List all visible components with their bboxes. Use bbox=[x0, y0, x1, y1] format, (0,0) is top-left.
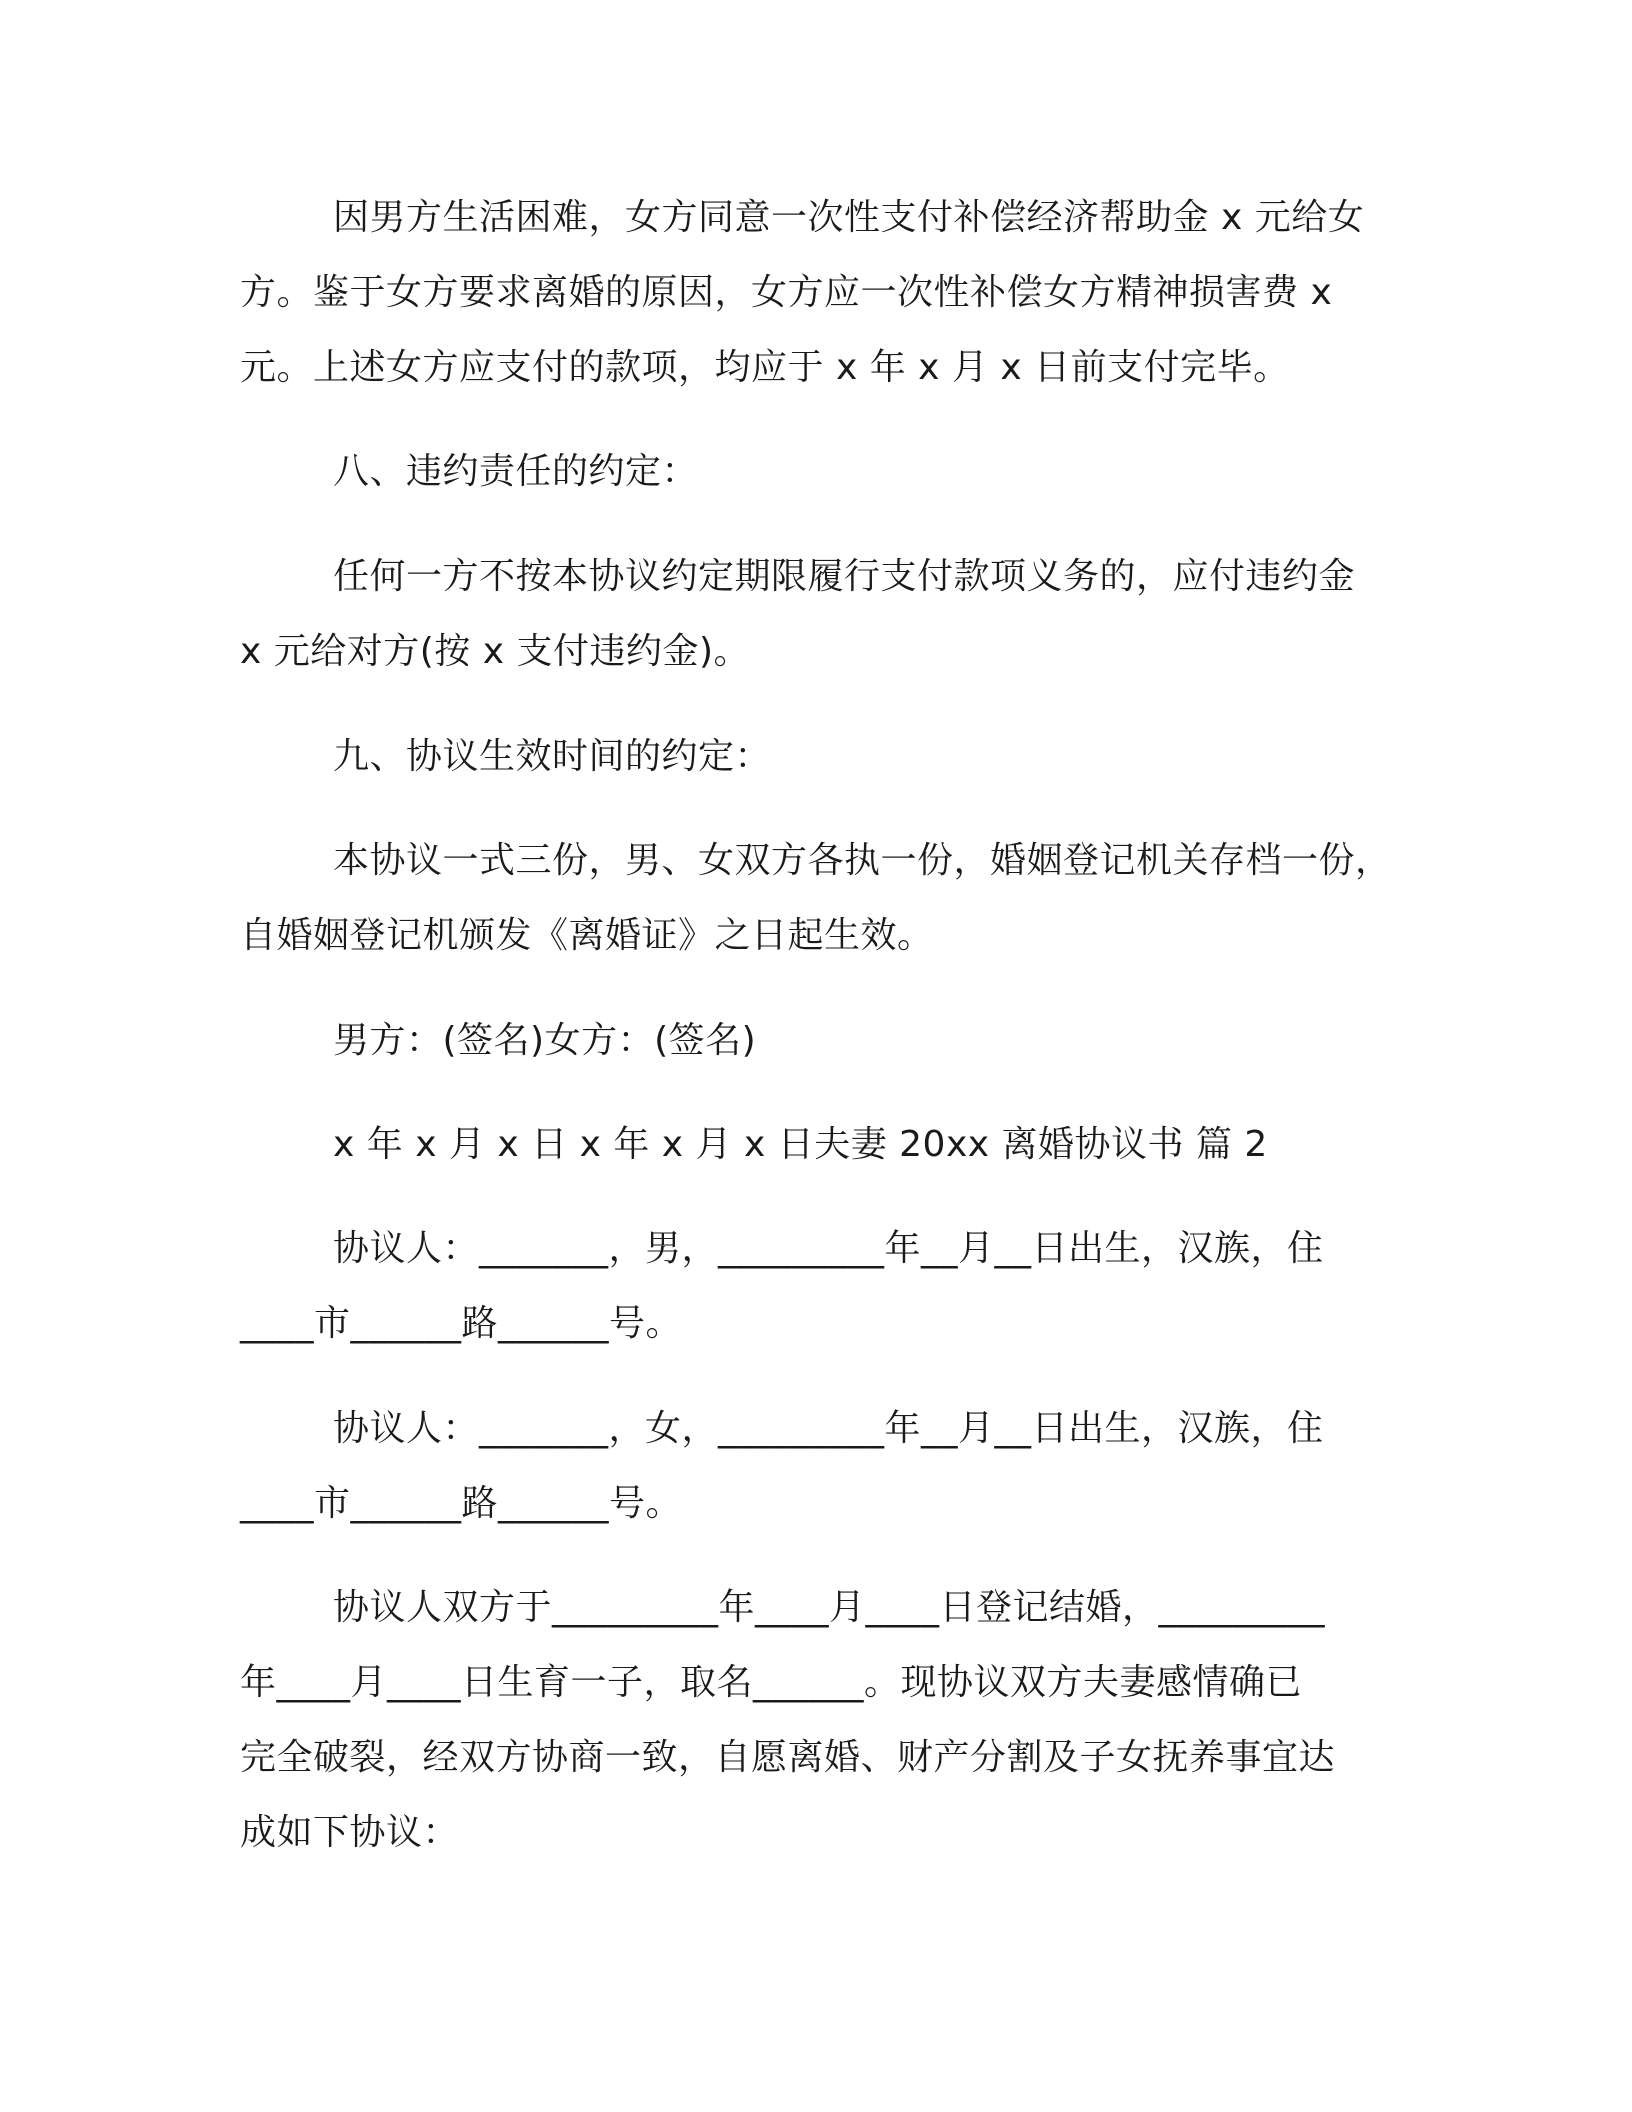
party-line: 协议人：_______，女，_________年__月__日出生，汉族，住 bbox=[333, 1408, 1324, 1449]
party-line: 协议人：_______，男，_________年__月__日出生，汉族，住 bbox=[333, 1228, 1324, 1269]
paragraph-line: 年____月____日生育一子，取名______。现协议双方夫妻感情确已 bbox=[240, 1662, 1303, 1703]
paragraph-line: 成如下协议： bbox=[240, 1812, 460, 1853]
section-heading: 九、协议生效时间的约定： bbox=[333, 736, 772, 777]
section-heading: 八、违约责任的约定： bbox=[333, 451, 699, 492]
paragraph-line: 因男方生活困难，女方同意一次性支付补偿经济帮助金 x 元给女 bbox=[333, 197, 1365, 238]
address-line: ____市______路______号。 bbox=[240, 1303, 683, 1344]
signature-line: 男方：(签名)女方：(签名) bbox=[333, 1020, 757, 1061]
paragraph-line: 本协议一式三份，男、女双方各执一份，婚姻登记机关存档一份， bbox=[333, 840, 1392, 881]
paragraph-line: 完全破裂，经双方协商一致，自愿离婚、财产分割及子女抚养事宜达 bbox=[240, 1737, 1336, 1778]
paragraph-line: 自婚姻登记机颁发《离婚证》之日起生效。 bbox=[240, 915, 934, 956]
address-line: ____市______路______号。 bbox=[240, 1483, 683, 1524]
paragraph-line: 协议人双方于_________年____月____日登记结婚，_________ bbox=[333, 1587, 1326, 1628]
date-title-line: x 年 x 月 x 日 x 年 x 月 x 日夫妻 20xx 离婚协议书 篇 2 bbox=[333, 1124, 1268, 1165]
paragraph-line: 方。鉴于女方要求离婚的原因，女方应一次性补偿女方精神损害费 x bbox=[240, 272, 1333, 313]
paragraph-line: x 元给对方(按 x 支付违约金)。 bbox=[240, 631, 751, 672]
paragraph-line: 元。上述女方应支付的款项，均应于 x 年 x 月 x 日前支付完毕。 bbox=[240, 347, 1290, 388]
paragraph-line: 任何一方不按本协议约定期限履行支付款项义务的，应付违约金 bbox=[333, 556, 1356, 597]
